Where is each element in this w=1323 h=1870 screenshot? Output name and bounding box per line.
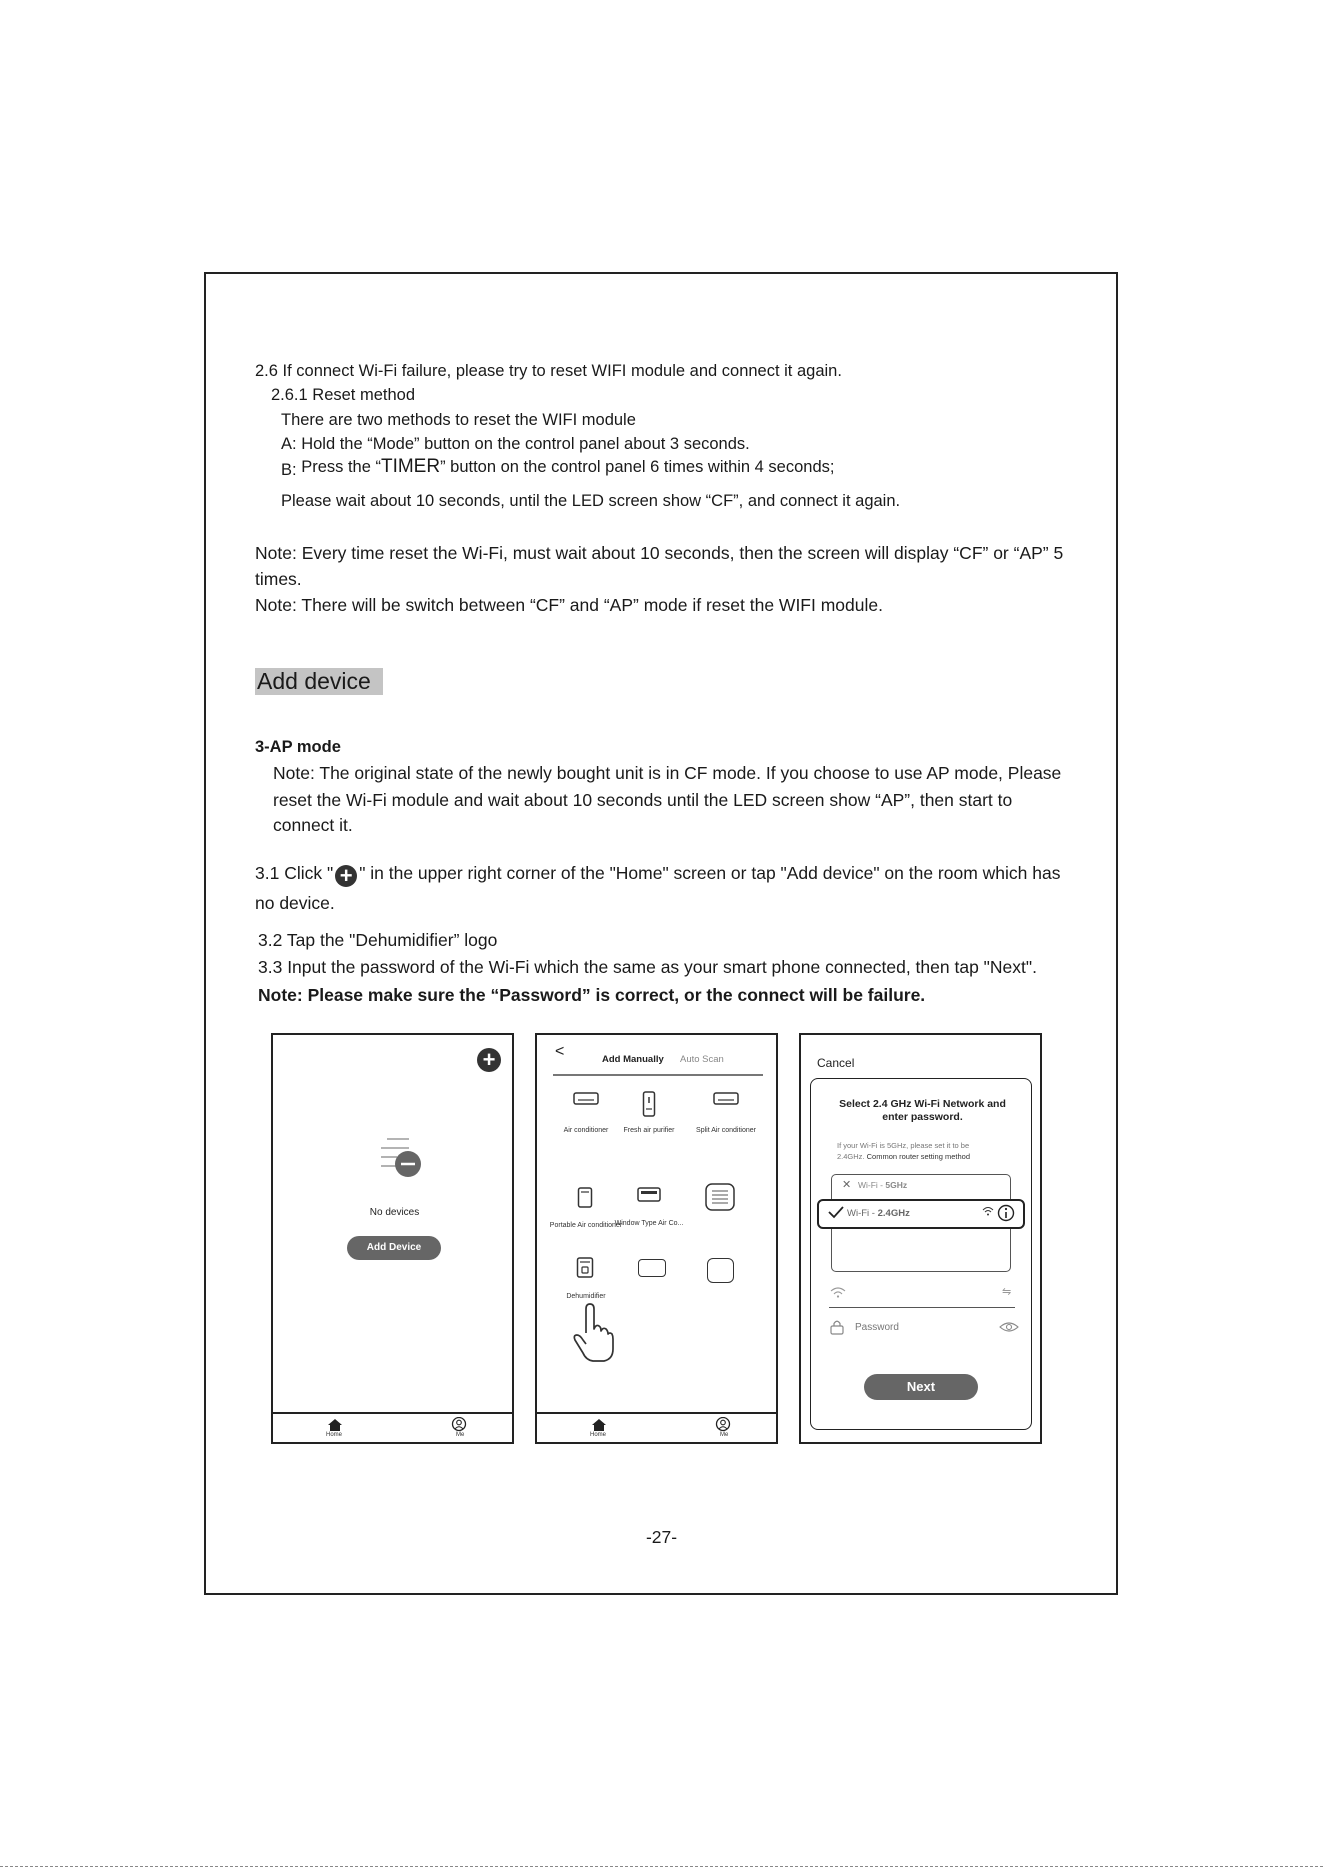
split-air-conditioner-icon[interactable] <box>713 1091 739 1107</box>
hand-pointer-icon <box>571 1303 615 1363</box>
section-2-6-1-subtitle: 2.6.1 Reset method <box>271 386 416 404</box>
add-device-plus-icon[interactable]: + <box>477 1048 501 1072</box>
wifi-item-24ghz-label: Wi-Fi - 2.4GHz <box>847 1208 910 1219</box>
tab-add-manually[interactable]: Add Manually <box>602 1054 664 1065</box>
nav-me-label[interactable]: Me <box>456 1432 465 1438</box>
step-3-2: 3.2 Tap the "Dehumidifier” logo <box>258 930 498 950</box>
method-b: B: Press the “TIMER” button on the control panel 6 times within 4 seconds; <box>281 456 835 479</box>
wifi-signal-icon <box>982 1206 994 1216</box>
back-icon[interactable]: < <box>555 1043 565 1060</box>
air-conditioner-icon[interactable] <box>573 1091 599 1107</box>
wifi-hint-line-2: 2.4GHz. Common router setting method <box>837 1152 970 1161</box>
device-placeholder-icon[interactable] <box>707 1258 734 1283</box>
router-setting-link[interactable]: Common router setting method <box>866 1152 970 1161</box>
home-icon[interactable] <box>327 1418 343 1432</box>
dehumidifier-icon[interactable] <box>576 1257 594 1279</box>
wifi-field-underline <box>829 1307 1015 1308</box>
cancel-link[interactable]: Cancel <box>817 1056 855 1070</box>
ap-note-line-3: connect it. <box>273 815 353 835</box>
password-input[interactable]: Password <box>855 1322 899 1333</box>
section-2-6-title: 2.6 If connect Wi-Fi failure, please try to reset WIFI module and connect it again. <box>255 362 842 380</box>
eye-icon[interactable] <box>999 1321 1019 1333</box>
next-button[interactable]: Next <box>864 1374 978 1400</box>
phone-screen-wifi <box>799 1033 1042 1444</box>
ap-note-line-1: Note: The original state of the newly bought unit is in CF mode. If you choose to use AP mode, Please <box>273 763 1062 783</box>
portable-air-conditioner-icon[interactable] <box>577 1187 593 1209</box>
bottom-nav <box>273 1412 512 1442</box>
step-3-1-line-2: no device. <box>255 893 335 913</box>
fresh-air-purifier-icon[interactable] <box>642 1091 656 1119</box>
add-device-heading: Add device <box>255 668 383 695</box>
lock-icon <box>830 1319 844 1335</box>
add-icon-inline: + <box>335 865 357 887</box>
nav-home-label[interactable]: Home <box>326 1432 343 1438</box>
x-icon: ✕ <box>842 1179 852 1191</box>
wifi-field-icon <box>830 1286 846 1298</box>
wifi-hint-line-1: If your Wi-Fi is 5GHz, please set it to be <box>837 1141 970 1150</box>
device-label-portable-air-conditioner[interactable]: Portable Air conditioner <box>549 1222 623 1229</box>
reset-intro: There are two methods to reset the WIFI module <box>281 411 636 429</box>
device-label-window-air-conditioner[interactable]: Window Type Air Co... <box>614 1220 684 1227</box>
page-number: -27- <box>645 1527 678 1547</box>
wait-text: Please wait about 10 seconds, until the LED screen show “CF”, and connect it again. <box>281 492 901 510</box>
method-a: A: Hold the “Mode” button on the control panel about 3 seconds. <box>281 435 750 453</box>
no-devices-icon <box>373 1135 423 1181</box>
bottom-nav <box>537 1412 776 1442</box>
device-label-fresh-air-purifier[interactable]: Fresh air purifier <box>623 1127 675 1134</box>
checkmark-icon <box>827 1205 845 1219</box>
me-icon[interactable] <box>451 1417 467 1432</box>
no-devices-text: No devices <box>369 1207 420 1218</box>
phone-screen-home <box>271 1033 514 1444</box>
ap-note-line-2: reset the Wi-Fi module and wait about 10 seconds until the LED screen show “AP”, then start to <box>273 790 1013 810</box>
note-2: Note: There will be switch between “CF” and “AP” mode if reset the WIFI module. <box>255 595 883 615</box>
step-3-1: 3.1 Click " + " in the upper right corner of the "Home" screen or tap "Add device" on the room which has <box>255 863 1061 888</box>
wifi-dialog-title-line-1: Select 2.4 GHz Wi-Fi Network and <box>839 1098 1006 1110</box>
add-device-button[interactable]: Add Device <box>347 1236 441 1260</box>
password-note: Note: Please make sure the “Password” is correct, or the connect will be failure. <box>258 985 926 1005</box>
ap-mode-title: 3-AP mode <box>255 738 341 756</box>
device-label-air-conditioner[interactable]: Air conditioner <box>563 1127 609 1134</box>
switch-network-icon[interactable]: ⇋ <box>1002 1286 1012 1298</box>
home-icon[interactable] <box>591 1418 607 1432</box>
nav-home-label[interactable]: Home <box>590 1432 607 1438</box>
me-icon[interactable] <box>715 1417 731 1432</box>
device-label-split-air-conditioner[interactable]: Split Air conditioner <box>696 1127 756 1134</box>
note-1-line-2: times. <box>255 569 302 589</box>
tab-divider <box>553 1074 763 1076</box>
bottom-dashed-rule <box>0 1866 1323 1867</box>
step-3-3: 3.3 Input the password of the Wi-Fi which the same as your smart phone connected, then tap "Next". <box>258 957 1037 977</box>
wifi-dialog-title-line-2: enter password. <box>882 1111 963 1123</box>
generic-device-icon[interactable] <box>705 1183 735 1211</box>
info-icon[interactable] <box>997 1204 1015 1222</box>
device-placeholder-icon[interactable] <box>638 1259 666 1277</box>
note-1-line-1: Note: Every time reset the Wi-Fi, must wait about 10 seconds, then the screen will display “CF” or “AP” 5 <box>255 543 1064 563</box>
tab-auto-scan[interactable]: Auto Scan <box>680 1054 724 1065</box>
nav-me-label[interactable]: Me <box>720 1432 729 1438</box>
phone-screen-add-manually <box>535 1033 778 1444</box>
wifi-item-5ghz[interactable]: Wi-Fi - 5GHz <box>858 1180 908 1190</box>
window-air-conditioner-icon[interactable] <box>637 1187 661 1203</box>
device-label-dehumidifier[interactable]: Dehumidifier <box>566 1293 606 1300</box>
